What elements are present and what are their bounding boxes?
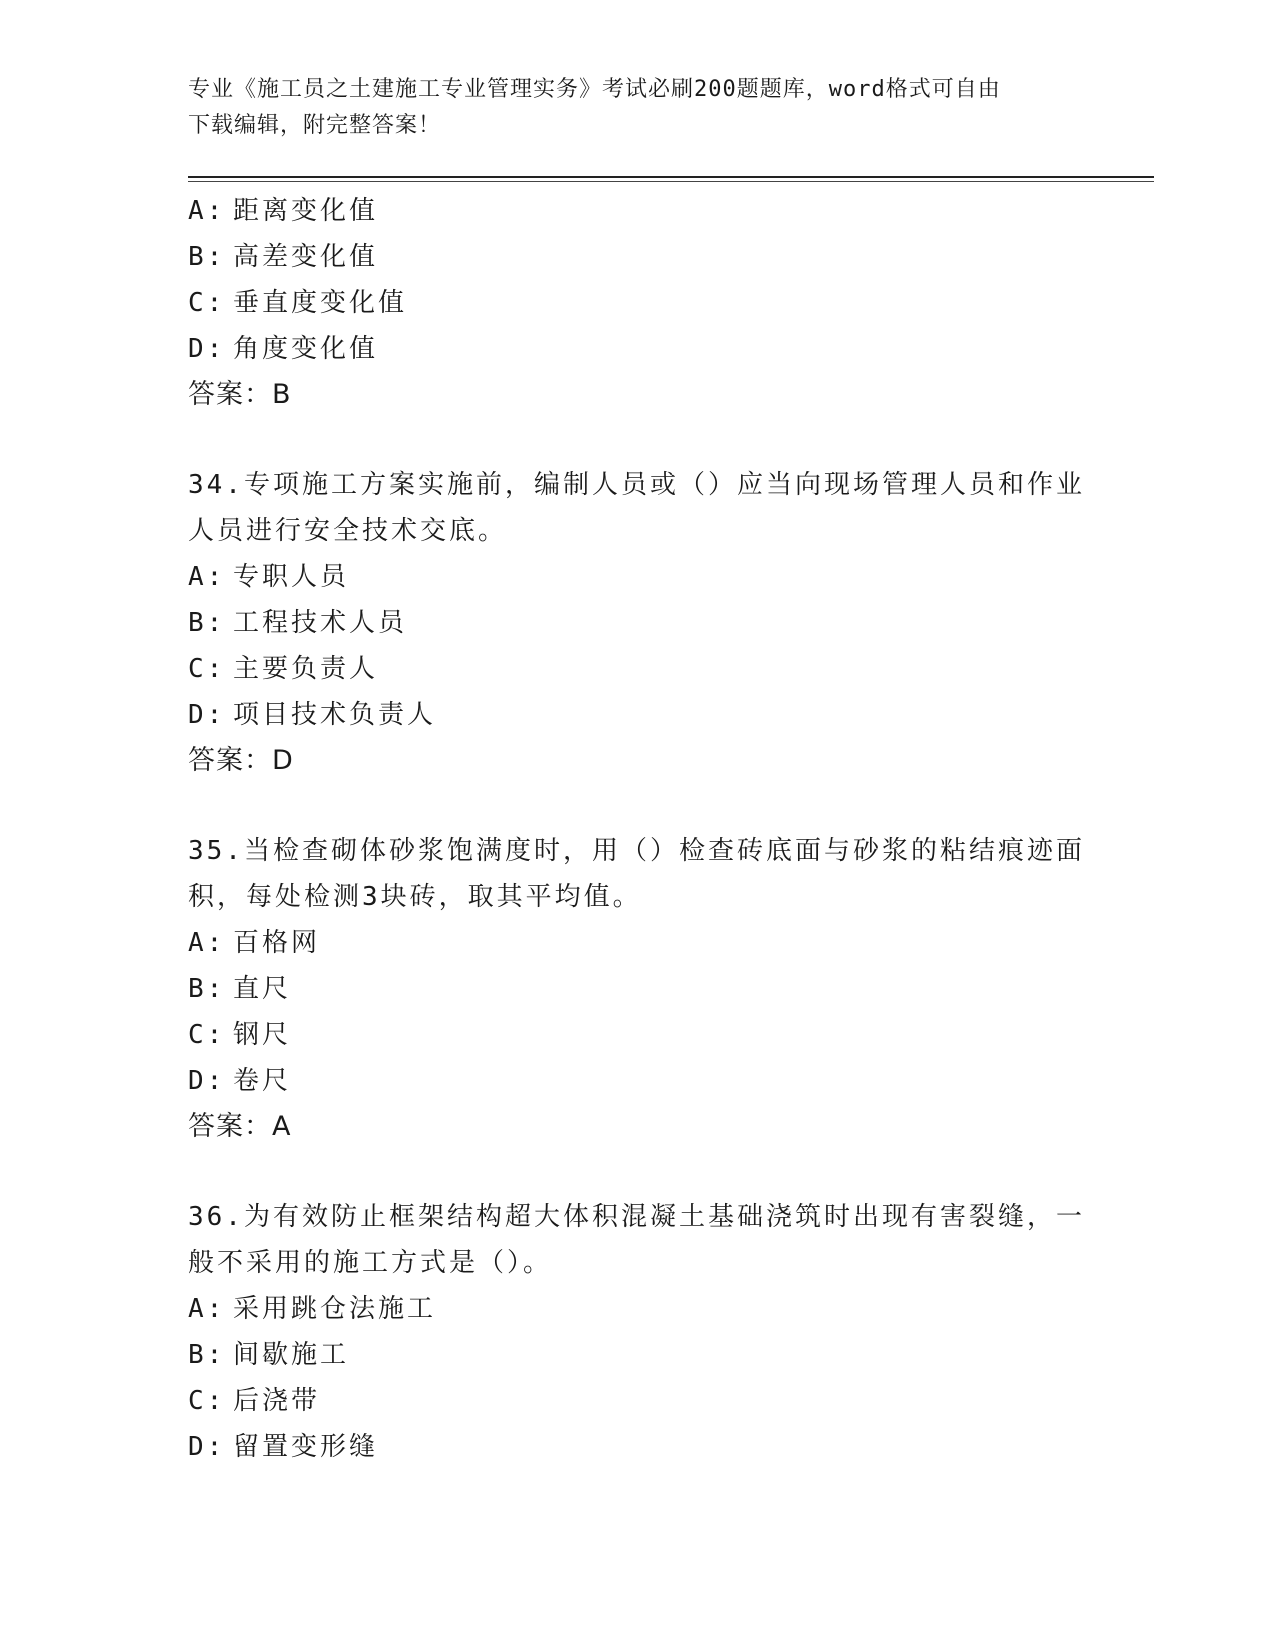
option-key: B: xyxy=(188,608,226,638)
header-line-1: 专业《施工员之土建施工专业管理实务》考试必刷200题题库，word格式可自由 xyxy=(188,77,1001,102)
option-text: 专职人员 xyxy=(233,562,350,592)
answer-line: 答案：A xyxy=(188,1111,292,1142)
question-34 xyxy=(188,462,1088,784)
header-divider-thick xyxy=(188,176,1154,178)
spacer xyxy=(188,418,1088,462)
option-d xyxy=(188,692,1088,738)
option-key: C: xyxy=(188,1386,226,1416)
option-key: B: xyxy=(188,1340,226,1370)
spacer xyxy=(188,784,1088,828)
option-c xyxy=(188,1378,1088,1424)
question-33-continued xyxy=(188,188,1088,418)
option-c xyxy=(188,1012,1088,1058)
option-text: 距离变化值 xyxy=(233,196,379,226)
option-a xyxy=(188,1286,1088,1332)
option-key: B: xyxy=(188,242,226,272)
option-text: 钢尺 xyxy=(233,1020,292,1050)
option-key: C: xyxy=(188,288,226,318)
stem-line-1: 34.专项施工方案实施前，编制人员或（）应当向现场管理人员和作业 xyxy=(188,470,1085,500)
question-stem xyxy=(188,1194,1088,1286)
option-key: A: xyxy=(188,196,226,226)
option-text: 主要负责人 xyxy=(233,654,379,684)
option-text: 卷尺 xyxy=(233,1066,292,1096)
option-text: 留置变形缝 xyxy=(233,1432,379,1462)
question-list xyxy=(188,188,1088,1470)
option-key: A: xyxy=(188,1294,226,1324)
option-b xyxy=(188,600,1088,646)
option-a xyxy=(188,554,1088,600)
option-a xyxy=(188,188,1088,234)
option-text: 工程技术人员 xyxy=(233,608,408,638)
stem-line-2: 般不采用的施工方式是（）。 xyxy=(188,1248,553,1278)
option-text: 项目技术负责人 xyxy=(233,700,437,730)
option-key: C: xyxy=(188,654,226,684)
option-text: 直尺 xyxy=(233,974,292,1004)
option-text: 采用跳仓法施工 xyxy=(233,1294,437,1324)
option-b xyxy=(188,966,1088,1012)
spacer xyxy=(188,1150,1088,1194)
option-key: A: xyxy=(188,562,226,592)
option-d xyxy=(188,1058,1088,1104)
stem-line-2: 人员进行安全技术交底。 xyxy=(188,516,508,546)
option-b xyxy=(188,234,1088,280)
answer-line: 答案：B xyxy=(188,379,292,410)
option-c xyxy=(188,280,1088,326)
question-36 xyxy=(188,1194,1088,1470)
option-key: B: xyxy=(188,974,226,1004)
option-key: A: xyxy=(188,928,226,958)
option-key: D: xyxy=(188,700,226,730)
option-text: 角度变化值 xyxy=(233,334,379,364)
option-text: 后浇带 xyxy=(233,1386,321,1416)
option-text: 百格网 xyxy=(233,928,321,958)
stem-line-2: 积，每处检测3块砖，取其平均值。 xyxy=(188,882,642,912)
question-35 xyxy=(188,828,1088,1150)
stem-line-1: 35.当检查砌体砂浆饱满度时，用（）检查砖底面与砂浆的粘结痕迹面 xyxy=(188,836,1085,866)
option-key: D: xyxy=(188,334,226,364)
header-divider-thin xyxy=(188,181,1154,182)
option-text: 高差变化值 xyxy=(233,242,379,272)
header-line-2: 下载编辑，附完整答案！ xyxy=(188,113,442,138)
answer-line: 答案：D xyxy=(188,745,294,776)
option-b xyxy=(188,1332,1088,1378)
option-c xyxy=(188,646,1088,692)
option-d xyxy=(188,1424,1088,1470)
option-key: D: xyxy=(188,1432,226,1462)
option-a xyxy=(188,920,1088,966)
document-header xyxy=(188,72,1068,144)
option-text: 垂直度变化值 xyxy=(233,288,408,318)
option-text: 间歇施工 xyxy=(233,1340,350,1370)
option-key: D: xyxy=(188,1066,226,1096)
question-stem xyxy=(188,462,1088,554)
stem-line-1: 36.为有效防止框架结构超大体积混凝土基础浇筑时出现有害裂缝，一 xyxy=(188,1202,1085,1232)
question-stem xyxy=(188,828,1088,920)
option-d xyxy=(188,326,1088,372)
option-key: C: xyxy=(188,1020,226,1050)
